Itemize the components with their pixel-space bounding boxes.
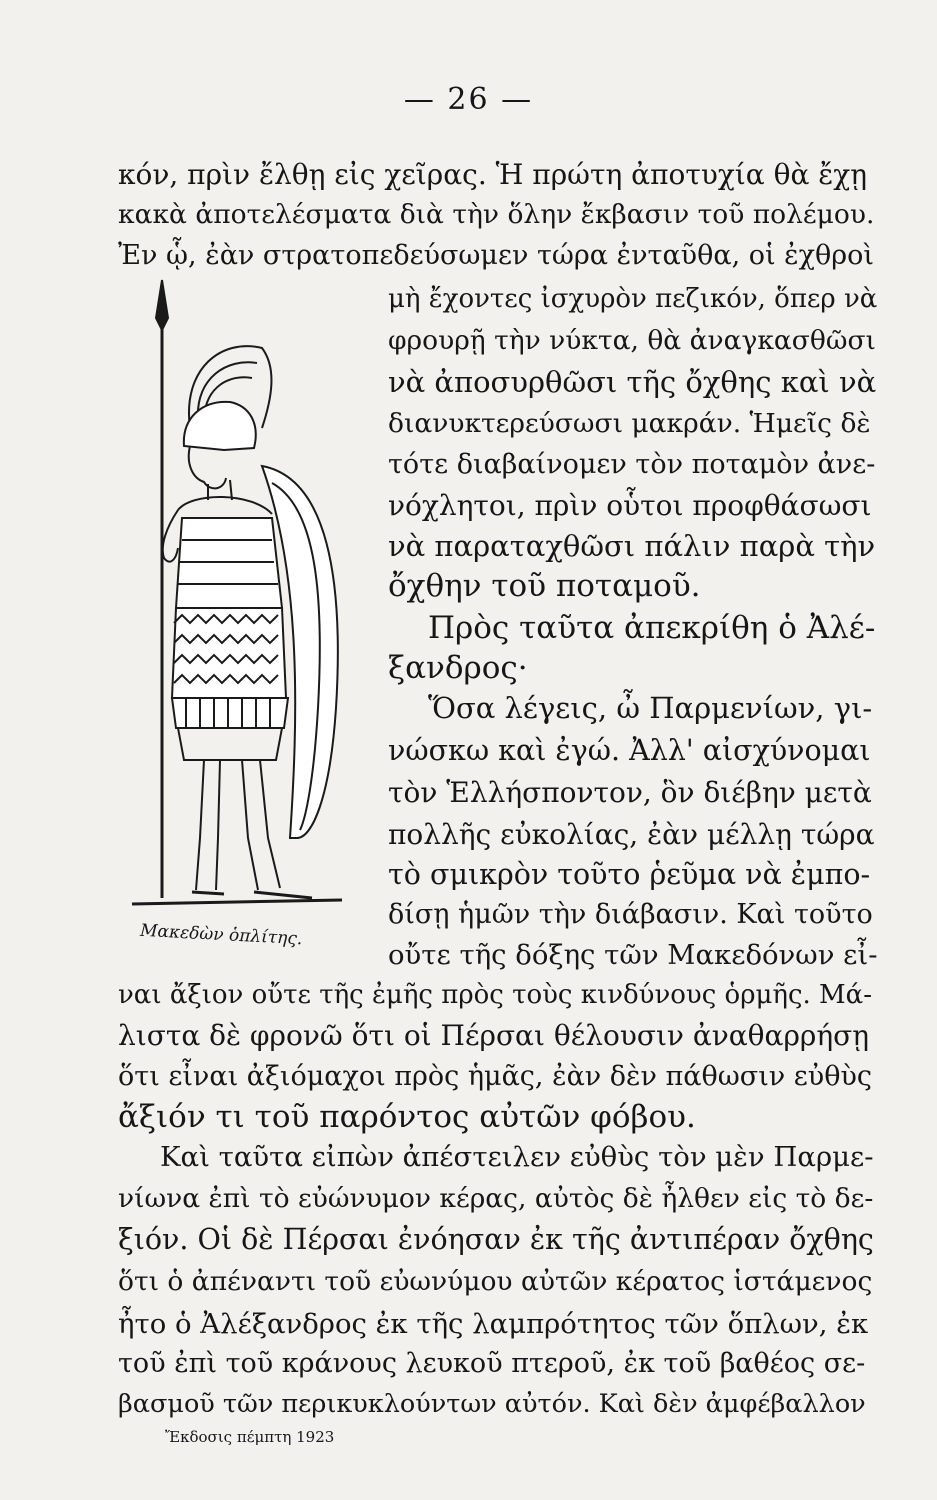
text-line: ξανδρος· [388,650,528,686]
text-line: οὔτε τῆς δόξης τῶν Μακεδόνων εἶ- [388,939,878,971]
helmet [184,402,256,450]
text-line: τὸν Ἑλλήσποντον, ὃν διέβην μετὰ [388,776,872,809]
text-line: νόχλητοι, πρὶν οὗτοι προφθάσωσι [388,489,872,522]
text-line [160,1137,878,1177]
right-leg [242,760,280,890]
text-line [118,1057,878,1097]
ground-line [132,900,342,904]
text-line: ἄξιόν τι τοῦ παρόντος αὐτῶν φόβου. [118,1099,696,1135]
text-line: Ὅσα λέγεις, ὦ Παρμενίων, γι- [428,691,873,725]
text-line-content: ναι ἄξιον οὔτε τῆς ἐμῆς πρὸς τοὺς κινδύνους ὁρμῆς. Μά- [118,980,873,1010]
text-line-content: Καὶ ταῦτα εἰπὼν ἀπέστειλεν εὐθὺς τὸν μὲν Παρμε- [160,1141,874,1173]
edition-footer: Ἔκδοσις πέμπτη 1923 [165,1428,335,1446]
text-line [118,1304,878,1344]
text-line: νὰ παραταχθῶσι πάλιν παρὰ τὴν [388,529,876,563]
text-line: Πρὸς ταῦτα ἀπεκρίθη ὁ Ἀλέ- [428,610,876,646]
text-line-content: λιστα δὲ φρονῶ ὅτι οἱ Πέρσαι θέλουσιν ἀναθαρρήσῃ [118,1019,870,1052]
text-line-content: ἦτο ὁ Ἀλέξανδρος ἐκ τῆς λαμπρότητος τῶν ὅπλων, ἐκ [118,1308,869,1340]
text-line: τὸ σμικρὸν τοῦτο ῥεῦμα νὰ ἐμπο- [388,858,871,891]
text-line: διανυκτερεύσωσι μακράν. Ἡμεῖς δὲ [388,408,871,439]
text-line [118,975,878,1015]
text-line: πολλῆς εὐκολίας, ἐὰν μέλλῃ τώρα [388,818,875,851]
text-line [118,236,878,276]
text-line-content: βασμοῦ τῶν περικυκλούντων αὐτόν. Καὶ δὲν ἀμφέβαλλον [118,1389,866,1419]
hoplite-illustration [112,278,382,918]
text-line [118,1262,878,1302]
text-line [118,1016,878,1056]
text-line: ὄχθην τοῦ ποταμοῦ. [388,568,701,604]
text-line [118,1344,878,1384]
text-line-content: ὅτι ὁ ἀπέναντι τοῦ εὐωνύμου αὐτῶν κέρατος ἱστάμενος [118,1266,873,1297]
face [189,446,226,488]
text-line: δίσῃ ἡμῶν τὴν διάβασιν. Καὶ τοῦτο [388,899,873,930]
text-line: νώσκω καὶ ἐγώ. Ἀλλ' αἰσχύνομαι [388,734,871,767]
text-line-content: τοῦ ἐπὶ τοῦ κράνους λευκοῦ πτεροῦ, ἐκ τοῦ βαθέος σε- [118,1348,866,1379]
spear-tip [156,280,168,330]
text-line-content: Ἐν ᾧ, ἐὰν στρατοπεδεύσωμεν τώρα ἐνταῦθα, οἱ ἐχθροὶ [118,240,874,271]
left-leg [196,760,220,890]
text-line [118,195,878,235]
page-number: — 26 — [403,82,534,117]
text-line [118,1220,878,1260]
text-line-content: νίωνα ἐπὶ τὸ εὐώνυμον κέρας, αὐτὸς δὲ ἦλθεν εἰς τὸ δε- [118,1183,874,1214]
text-line-content: κόν, πρὶν ἔλθῃ εἰς χεῖρας. Ἡ πρώτη ἀποτυχία θὰ ἔχῃ [118,158,868,191]
text-line: μὴ ἔχοντες ἰσχυρὸν πεζικόν, ὅπερ νὰ [388,284,878,314]
text-line-content: ὅτι εἶναι ἀξιόμαχοι πρὸς ἡμᾶς, ἐὰν δὲν πάθωσιν εὐθὺς [118,1061,872,1092]
text-line [118,155,878,195]
text-line: νὰ ἀποσυρθῶσι τῆς ὄχθης καὶ νὰ [388,365,877,399]
text-line-content: ξιόν. Οἱ δὲ Πέρσαι ἐνόησαν ἐκ τῆς ἀντιπέραν ὄχθης [118,1223,874,1256]
text-line: τότε διαβαίνομεν τὸν ποταμὸν ἀνε- [388,449,876,480]
text-line: φρουρῇ τὴν νύκτα, θὰ ἀναγκασθῶσι [388,325,876,356]
text-line [118,1179,878,1219]
text-line-content: κακὰ ἀποτελέσματα διὰ τὴν ὅλην ἔκβασιν τοῦ πολέμου. [118,199,875,230]
text-line [118,1384,878,1424]
tunic [178,728,282,760]
figure-caption: Μακεδὼν ὁπλίτης. [139,920,303,950]
